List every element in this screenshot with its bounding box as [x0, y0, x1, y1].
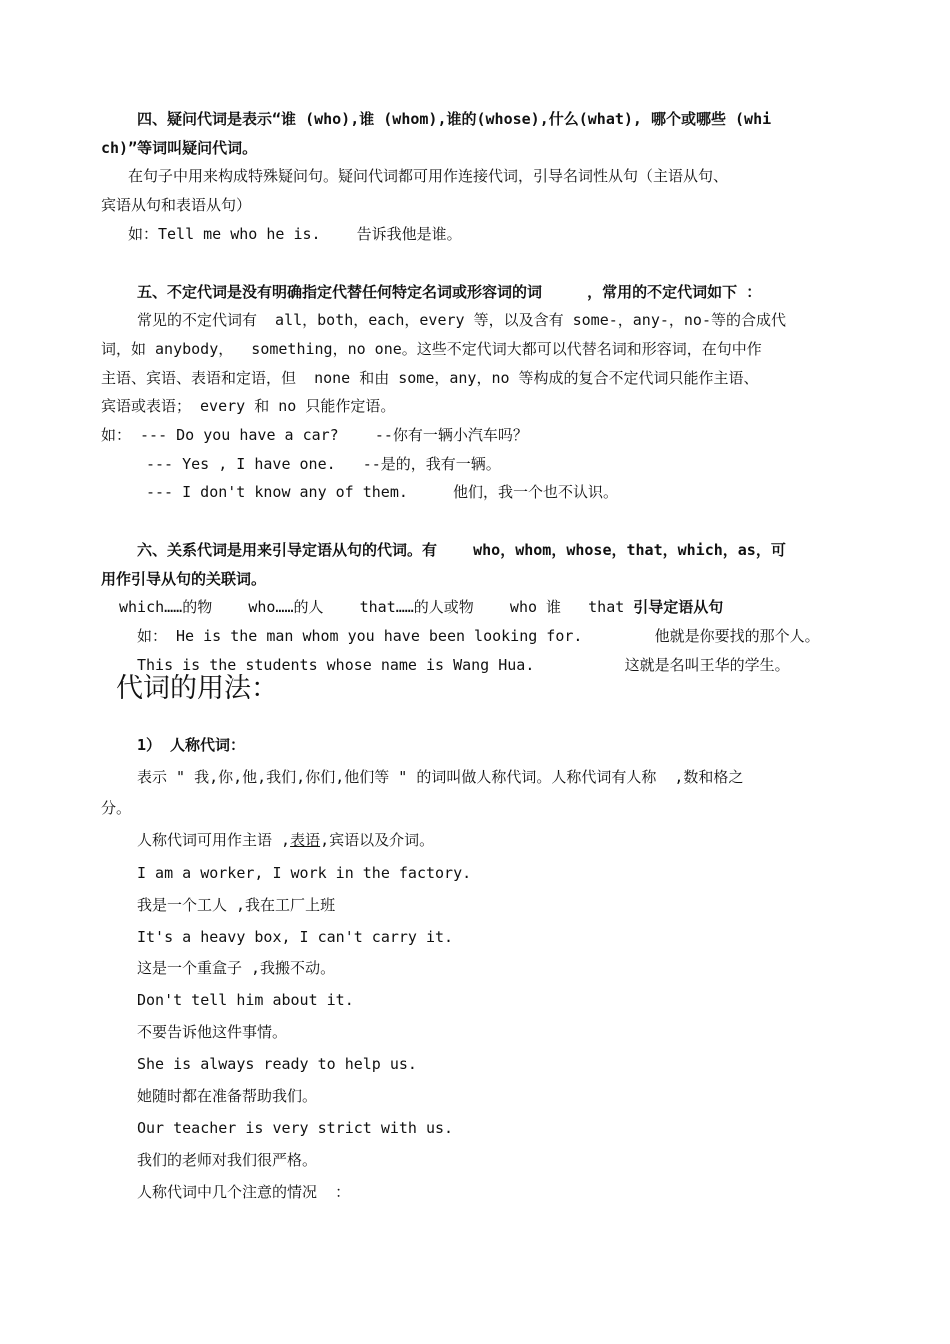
sec6-mapping-text: which……的物 who……的人 that……的人或物 who 谁 that [119, 598, 634, 616]
usage-p2-post: ,宾语以及介词。 [320, 831, 435, 849]
usage-subheading-personal: 1） 人称代词： [137, 736, 246, 754]
sec6-title-line2: 用作引导从句的关联词。 [101, 570, 267, 588]
example-translation-3: 不要告诉他这件事情。 [137, 1023, 288, 1041]
usage-heading: 代词的用法： [116, 673, 278, 704]
sec5-paragraph-line2: 词，如 anybody， something，no one。这些不定代词大都可以代替名词和形容词，在句中作 [101, 340, 762, 358]
usage-p2-pre: 人称代词可用作主语 , [137, 831, 291, 849]
sec6-example1: 如： He is the man whom you have been looking for. 他就是你要找的那个人。 [137, 627, 820, 645]
sec5-paragraph-line4: 宾语或表语； every 和 no 只能作定语。 [101, 397, 396, 415]
example-translation-4: 她随时都在准备帮助我们。 [137, 1087, 318, 1105]
sec5-example3: --- I don't know any of them. 他们，我一个也不认识。 [146, 483, 619, 501]
example-translation-2: 这是一个重盒子 ,我搬不动。 [137, 959, 336, 977]
sec4-example: 如：Tell me who he is. 告诉我他是谁。 [128, 225, 462, 243]
example-translation-5: 我们的老师对我们很严格。 [137, 1151, 318, 1169]
sec6-example2: This is the students whose name is Wang Hua. 这就是名叫王华的学生。 [137, 656, 790, 674]
example-sentence-3: Don't tell him about it. [137, 991, 354, 1009]
sec6-mapping-bold: 引导定语从句 [633, 598, 724, 616]
sec5-example2: --- Yes , I have one. --是的，我有一辆。 [146, 455, 501, 473]
sec6-title-line1: 六、关系代词是用来引导定语从句的代词。有 who，whom，whose，that，which，as，可 [137, 541, 786, 559]
example-sentence-4: She is always ready to help us. [137, 1055, 417, 1073]
usage-paragraph-line3 [137, 830, 434, 850]
example-sentence-1: I am a worker, I work in the factory. [137, 864, 472, 882]
sec5-title: 五、不定代词是没有明确指定代替任何特定名词或形容词的词 ，常用的不定代词如下 ： [137, 283, 762, 301]
example-translation-1: 我是一个工人 ,我在工厂上班 [137, 896, 336, 914]
sec4-paragraph-line1: 在句子中用来构成特殊疑问句。疑问代词都可用作连接代词，引导名词性从句（主语从句、 [128, 167, 729, 185]
term-link[interactable]: 表语 [290, 831, 321, 849]
usage-paragraph-line2: 分。 [101, 799, 132, 817]
sec5-paragraph-line1: 常见的不定代词有 all，both，each，every 等，以及含有 some-，any-，no-等的合成代 [137, 311, 786, 329]
usage-note: 人称代词中几个注意的情况 ： [137, 1183, 351, 1201]
sec5-example1: 如： --- Do you have a car? --你有一辆小汽车吗？ [101, 426, 528, 444]
sec4-title-line2: ch)”等词叫疑问代词。 [101, 139, 258, 157]
sec4-title-line1: 四、疑问代词是表示“谁 (who),谁 (whom),谁的(whose),什么(what), 哪个或哪些 (whi [137, 110, 772, 128]
sec6-mapping [119, 597, 723, 617]
example-sentence-2: It's a heavy box, I can't carry it. [137, 928, 454, 946]
example-sentence-5: Our teacher is very strict with us. [137, 1119, 454, 1137]
sec5-paragraph-line3: 主语、宾语、表语和定语，但 none 和由 some，any，no 等构成的复合不定代词只能作主语、 [101, 369, 759, 387]
usage-paragraph-line1: 表示 " 我,你,他,我们,你们,他们等 " 的词叫做人称代词。人称代词有人称 ,数和格之 [137, 768, 744, 786]
sec4-paragraph-line2: 宾语从句和表语从句） [101, 196, 252, 214]
